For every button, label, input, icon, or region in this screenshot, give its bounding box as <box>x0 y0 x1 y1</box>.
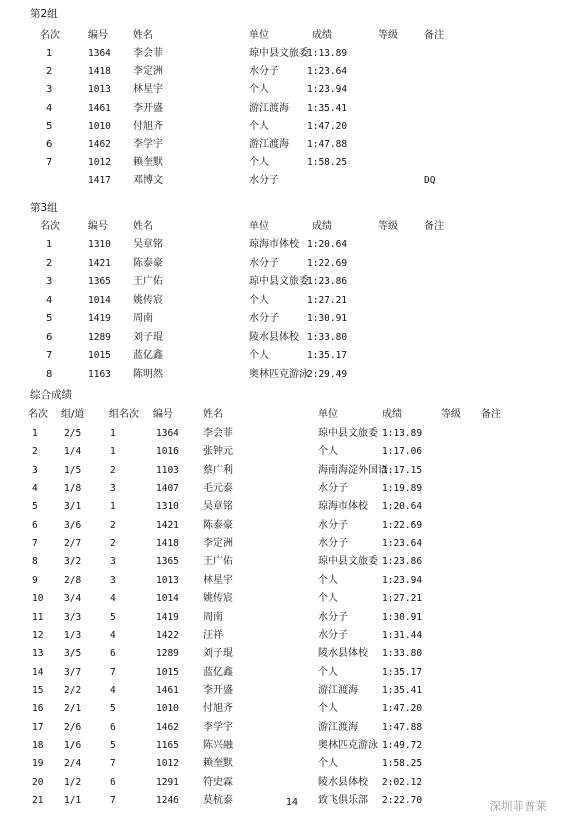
header-name: 姓名 <box>133 30 153 41</box>
cell-group-rank: 5 <box>110 739 116 751</box>
cell-result: 1:47.20 <box>382 703 423 715</box>
cell-id: 1289 <box>156 648 179 660</box>
cell-result: 1:31.44 <box>382 629 423 641</box>
cell-name: 刘子琨 <box>203 648 233 660</box>
header-remark: 备注 <box>481 409 501 420</box>
cell-name: 张钟元 <box>203 446 233 458</box>
cell-id: 1418 <box>88 66 111 78</box>
cell-id: 1365 <box>156 556 179 568</box>
cell-result: 2:29.49 <box>307 368 348 380</box>
watermark: 深圳菲普莱 <box>489 799 547 813</box>
cell-id: 1310 <box>156 501 179 513</box>
cell-unit: 游江渡海 <box>249 139 289 150</box>
cell-unit: 琼中县文旅委 <box>249 276 309 287</box>
cell-id: 1013 <box>88 84 111 96</box>
cell-result: 1:47.20 <box>307 120 348 132</box>
cell-id: 1103 <box>156 464 179 476</box>
overall-title: 综合成绩 <box>30 389 72 401</box>
cell-id: 1421 <box>156 519 179 531</box>
cell-unit: 个人 <box>249 120 269 132</box>
cell-group-lane: 3/4 <box>64 593 82 605</box>
header-level: 等级 <box>441 409 461 420</box>
cell-id: 1461 <box>156 684 179 696</box>
cell-unit: 游江渡海 <box>318 684 358 696</box>
cell-unit: 水分子 <box>249 313 279 324</box>
cell-rank: 6 <box>46 139 53 150</box>
cell-group-lane: 2/8 <box>64 574 82 586</box>
cell-rank: 19 <box>32 758 44 770</box>
cell-unit: 海南海淀外国语 <box>318 464 388 476</box>
cell-result: 2:22.70 <box>382 795 423 806</box>
cell-id: 1165 <box>156 739 179 751</box>
cell-result: 1:30.91 <box>307 313 348 324</box>
cell-name: 赖奎默 <box>203 758 233 770</box>
cell-group-rank: 2 <box>110 519 116 531</box>
cell-id: 1014 <box>156 593 179 605</box>
cell-group-lane: 3/6 <box>64 519 82 531</box>
cell-rank: 1 <box>32 428 38 439</box>
cell-id: 1010 <box>156 703 179 715</box>
cell-rank: 5 <box>32 501 38 513</box>
cell-name: 林星宇 <box>203 574 233 586</box>
cell-id: 1407 <box>156 483 179 495</box>
cell-result: 1:20.64 <box>382 501 423 513</box>
cell-unit: 游江渡海 <box>249 102 289 114</box>
cell-id: 1462 <box>88 139 111 150</box>
cell-name: 蓝亿鑫 <box>203 666 233 678</box>
cell-result: 1:22.69 <box>382 519 423 531</box>
cell-group-lane: 1/6 <box>64 739 82 751</box>
cell-unit: 琼中县文旅委 <box>249 48 309 59</box>
cell-group-lane: 3/3 <box>64 611 82 623</box>
cell-name: 王广佑 <box>133 276 163 287</box>
cell-unit: 个人 <box>318 593 338 605</box>
cell-name: 付旭齐 <box>203 703 233 715</box>
cell-result: 1:20.64 <box>307 239 348 250</box>
header-group-lane: 组/道 <box>61 409 85 420</box>
cell-group-rank: 1 <box>110 428 116 439</box>
cell-name: 邓博文 <box>133 175 163 187</box>
cell-result: 1:35.41 <box>382 684 423 696</box>
cell-result: 1:19.89 <box>382 483 423 495</box>
cell-unit: 水分子 <box>249 175 279 187</box>
cell-unit: 个人 <box>318 574 338 586</box>
cell-unit: 琼海市体校 <box>318 501 368 513</box>
cell-id: 1364 <box>156 428 179 439</box>
cell-group-rank: 7 <box>110 795 116 806</box>
cell-group-rank: 1 <box>110 446 116 458</box>
cell-group-lane: 1/4 <box>64 446 82 458</box>
header-level: 等级 <box>378 221 398 232</box>
cell-result: 1:23.64 <box>307 66 348 78</box>
cell-unit: 琼中县文旅委 <box>318 556 378 568</box>
cell-result: 1:58.25 <box>382 758 423 770</box>
cell-id: 1364 <box>88 48 111 59</box>
cell-group-rank: 6 <box>110 721 116 733</box>
cell-unit: 水分子 <box>318 519 348 531</box>
cell-rank: 7 <box>32 538 38 550</box>
header-rank: 名次 <box>28 409 48 420</box>
cell-rank: 5 <box>46 120 53 132</box>
header-result: 成绩 <box>382 409 402 420</box>
cell-unit: 水分子 <box>318 483 348 495</box>
cell-result: 1:13.89 <box>307 48 348 59</box>
cell-rank: 8 <box>46 368 53 380</box>
cell-group-lane: 1/3 <box>64 629 82 641</box>
cell-rank: 14 <box>32 666 44 678</box>
cell-rank: 17 <box>32 721 44 733</box>
cell-rank: 15 <box>32 684 44 696</box>
cell-remark: DQ <box>424 175 436 187</box>
page-number: 14 <box>286 797 299 808</box>
cell-name: 李学宇 <box>203 721 233 733</box>
cell-rank: 11 <box>32 611 44 623</box>
cell-group-lane: 2/1 <box>64 703 82 715</box>
cell-group-lane: 2/6 <box>64 721 82 733</box>
cell-group-lane: 1/2 <box>64 776 82 788</box>
cell-result: 1:33.80 <box>382 648 423 660</box>
cell-group-rank: 2 <box>110 538 116 550</box>
cell-id: 1417 <box>88 175 111 187</box>
header-unit: 单位 <box>318 409 338 420</box>
cell-result: 1:30.91 <box>382 611 423 623</box>
cell-group-lane: 1/1 <box>64 795 82 806</box>
cell-unit: 个人 <box>318 758 338 770</box>
cell-rank: 1 <box>46 239 53 250</box>
cell-group-lane: 1/5 <box>64 464 82 476</box>
cell-group-rank: 5 <box>110 611 116 623</box>
cell-unit: 个人 <box>249 84 269 96</box>
cell-result: 1:23.94 <box>382 574 423 586</box>
cell-unit: 水分子 <box>318 611 348 623</box>
header-unit: 单位 <box>249 30 269 41</box>
cell-result: 1:33.80 <box>307 331 348 343</box>
cell-unit: 水分子 <box>318 538 348 550</box>
cell-unit: 个人 <box>318 703 338 715</box>
header-rank: 名次 <box>40 30 60 41</box>
header-rank: 名次 <box>40 221 60 232</box>
cell-id: 1291 <box>156 776 179 788</box>
cell-rank: 4 <box>46 102 53 114</box>
header-remark: 备注 <box>424 221 444 232</box>
cell-unit: 奥林匹克游泳 <box>318 739 378 751</box>
cell-rank: 6 <box>32 519 38 531</box>
cell-unit: 水分子 <box>318 629 348 641</box>
cell-result: 1:35.17 <box>382 666 423 678</box>
cell-group-rank: 6 <box>110 776 116 788</box>
cell-id: 1310 <box>88 239 111 250</box>
cell-id: 1016 <box>156 446 179 458</box>
cell-id: 1012 <box>88 157 111 169</box>
cell-group-lane: 2/5 <box>64 428 82 439</box>
cell-id: 1462 <box>156 721 179 733</box>
cell-rank: 12 <box>32 629 44 641</box>
cell-rank: 1 <box>46 48 53 59</box>
cell-name: 蔡广利 <box>203 464 233 476</box>
cell-name: 李定洲 <box>133 66 163 78</box>
header-id: 编号 <box>153 409 173 420</box>
cell-id: 1365 <box>88 276 111 287</box>
cell-rank: 3 <box>46 84 53 96</box>
cell-name: 李开盛 <box>203 684 233 696</box>
cell-group-lane: 3/5 <box>64 648 82 660</box>
cell-id: 1013 <box>156 574 179 586</box>
cell-name: 姚传宸 <box>203 593 233 605</box>
cell-group-lane: 2/4 <box>64 758 82 770</box>
cell-id: 1419 <box>88 313 111 324</box>
header-id: 编号 <box>88 221 108 232</box>
cell-name: 陈泰豪 <box>133 257 163 269</box>
cell-group-lane: 3/2 <box>64 556 82 568</box>
cell-group-lane: 3/1 <box>64 501 82 513</box>
cell-rank: 2 <box>46 257 53 269</box>
cell-rank: 2 <box>46 66 53 78</box>
cell-result: 1:23.94 <box>307 84 348 96</box>
cell-result: 1:22.69 <box>307 257 348 269</box>
cell-unit: 个人 <box>318 446 338 458</box>
cell-unit: 个人 <box>249 294 269 306</box>
cell-group-rank: 3 <box>110 574 116 586</box>
cell-name: 李学宇 <box>133 139 163 150</box>
cell-unit: 游江渡海 <box>318 721 358 733</box>
header-name: 姓名 <box>203 409 223 420</box>
cell-name: 陈明然 <box>133 368 163 380</box>
cell-group-rank: 3 <box>110 556 116 568</box>
cell-rank: 2 <box>32 446 38 458</box>
cell-group-lane: 2/2 <box>64 684 82 696</box>
header-remark: 备注 <box>424 30 444 41</box>
group2-title: 第2组 <box>30 8 58 20</box>
cell-id: 1012 <box>156 758 179 770</box>
header-level: 等级 <box>378 30 398 41</box>
cell-rank: 6 <box>46 331 53 343</box>
cell-name: 李开盛 <box>133 102 163 114</box>
cell-rank: 10 <box>32 593 44 605</box>
cell-name: 赖奎默 <box>133 157 163 169</box>
cell-unit: 琼海市体校 <box>249 239 299 250</box>
cell-id: 1010 <box>88 120 111 132</box>
cell-unit: 琼中县文旅委 <box>318 428 378 439</box>
cell-result: 1:17.15 <box>382 464 423 476</box>
group3-title: 第3组 <box>30 202 58 214</box>
cell-name: 汪祥 <box>203 629 223 641</box>
cell-name: 吴章铭 <box>203 501 233 513</box>
cell-group-rank: 4 <box>110 593 116 605</box>
cell-name: 付旭齐 <box>133 120 163 132</box>
cell-group-rank: 5 <box>110 703 116 715</box>
cell-result: 1:23.86 <box>307 276 348 287</box>
cell-name: 姚传宸 <box>133 294 163 306</box>
cell-group-rank: 7 <box>110 758 116 770</box>
cell-rank: 20 <box>32 776 44 788</box>
cell-result: 1:49.72 <box>382 739 423 751</box>
cell-rank: 18 <box>32 739 44 751</box>
cell-rank: 3 <box>32 464 38 476</box>
cell-name: 周南 <box>133 313 153 324</box>
cell-result: 1:13.89 <box>382 428 423 439</box>
cell-name: 陈兴融 <box>203 739 233 751</box>
header-id: 编号 <box>88 30 108 41</box>
cell-rank: 16 <box>32 703 44 715</box>
cell-unit: 奥林匹克游泳 <box>249 368 309 380</box>
cell-unit: 陵水县体校 <box>318 776 368 788</box>
cell-unit: 个人 <box>249 157 269 169</box>
cell-unit: 个人 <box>318 666 338 678</box>
cell-name: 刘子琨 <box>133 331 163 343</box>
cell-group-rank: 1 <box>110 501 116 513</box>
cell-rank: 5 <box>46 313 53 324</box>
cell-result: 2:02.12 <box>382 776 423 788</box>
cell-rank: 9 <box>32 574 38 586</box>
cell-group-rank: 3 <box>110 483 116 495</box>
cell-group-rank: 7 <box>110 666 116 678</box>
cell-id: 1418 <box>156 538 179 550</box>
cell-id: 1419 <box>156 611 179 623</box>
cell-result: 1:27.21 <box>307 294 348 306</box>
cell-group-rank: 4 <box>110 684 116 696</box>
cell-result: 1:47.88 <box>382 721 423 733</box>
cell-name: 吴章铭 <box>133 239 163 250</box>
cell-id: 1015 <box>88 350 111 361</box>
cell-name: 王广佑 <box>203 556 233 568</box>
cell-rank: 21 <box>32 795 44 806</box>
cell-name: 李定洲 <box>203 538 233 550</box>
cell-result: 1:23.86 <box>382 556 423 568</box>
cell-group-rank: 6 <box>110 648 116 660</box>
cell-id: 1422 <box>156 629 179 641</box>
cell-name: 陈泰豪 <box>203 519 233 531</box>
cell-group-lane: 2/7 <box>64 538 82 550</box>
cell-unit: 陵水县体校 <box>249 331 299 343</box>
header-unit: 单位 <box>249 221 269 232</box>
cell-rank: 4 <box>46 294 53 306</box>
cell-rank: 13 <box>32 648 44 660</box>
cell-rank: 4 <box>32 483 38 495</box>
header-result: 成绩 <box>312 30 332 41</box>
cell-unit: 陵水县体校 <box>318 648 368 660</box>
cell-rank: 7 <box>46 350 53 361</box>
cell-name: 毛元泰 <box>203 483 233 495</box>
cell-result: 1:35.17 <box>307 350 348 361</box>
cell-unit: 水分子 <box>249 66 279 78</box>
cell-group-lane: 1/8 <box>64 483 82 495</box>
cell-id: 1461 <box>88 102 111 114</box>
cell-result: 1:47.88 <box>307 139 348 150</box>
cell-name: 莫杭泰 <box>203 795 233 806</box>
cell-rank: 8 <box>32 556 38 568</box>
header-result: 成绩 <box>312 221 332 232</box>
cell-id: 1014 <box>88 294 111 306</box>
cell-result: 1:27.21 <box>382 593 423 605</box>
header-name: 姓名 <box>133 221 153 232</box>
cell-id: 1015 <box>156 666 179 678</box>
cell-group-lane: 3/7 <box>64 666 82 678</box>
cell-name: 李会菲 <box>203 428 233 439</box>
cell-name: 李会菲 <box>133 48 163 59</box>
cell-unit: 水分子 <box>249 257 279 269</box>
cell-rank: 3 <box>46 276 53 287</box>
cell-group-rank: 2 <box>110 464 116 476</box>
cell-name: 周南 <box>203 611 223 623</box>
cell-id: 1289 <box>88 331 111 343</box>
cell-name: 蓝亿鑫 <box>133 350 163 361</box>
cell-result: 1:58.25 <box>307 157 348 169</box>
cell-id: 1246 <box>156 795 179 806</box>
cell-result: 1:35.41 <box>307 102 348 114</box>
cell-name: 林星宇 <box>133 84 163 96</box>
header-group-rank: 组名次 <box>109 409 139 420</box>
cell-group-rank: 4 <box>110 629 116 641</box>
cell-unit: 致飞俱乐部 <box>318 795 368 806</box>
cell-name: 符史霖 <box>203 776 233 788</box>
cell-unit: 个人 <box>249 350 269 361</box>
cell-rank: 7 <box>46 157 53 169</box>
cell-result: 1:23.64 <box>382 538 423 550</box>
cell-result: 1:17.06 <box>382 446 423 458</box>
cell-id: 1421 <box>88 257 111 269</box>
cell-id: 1163 <box>88 368 111 380</box>
